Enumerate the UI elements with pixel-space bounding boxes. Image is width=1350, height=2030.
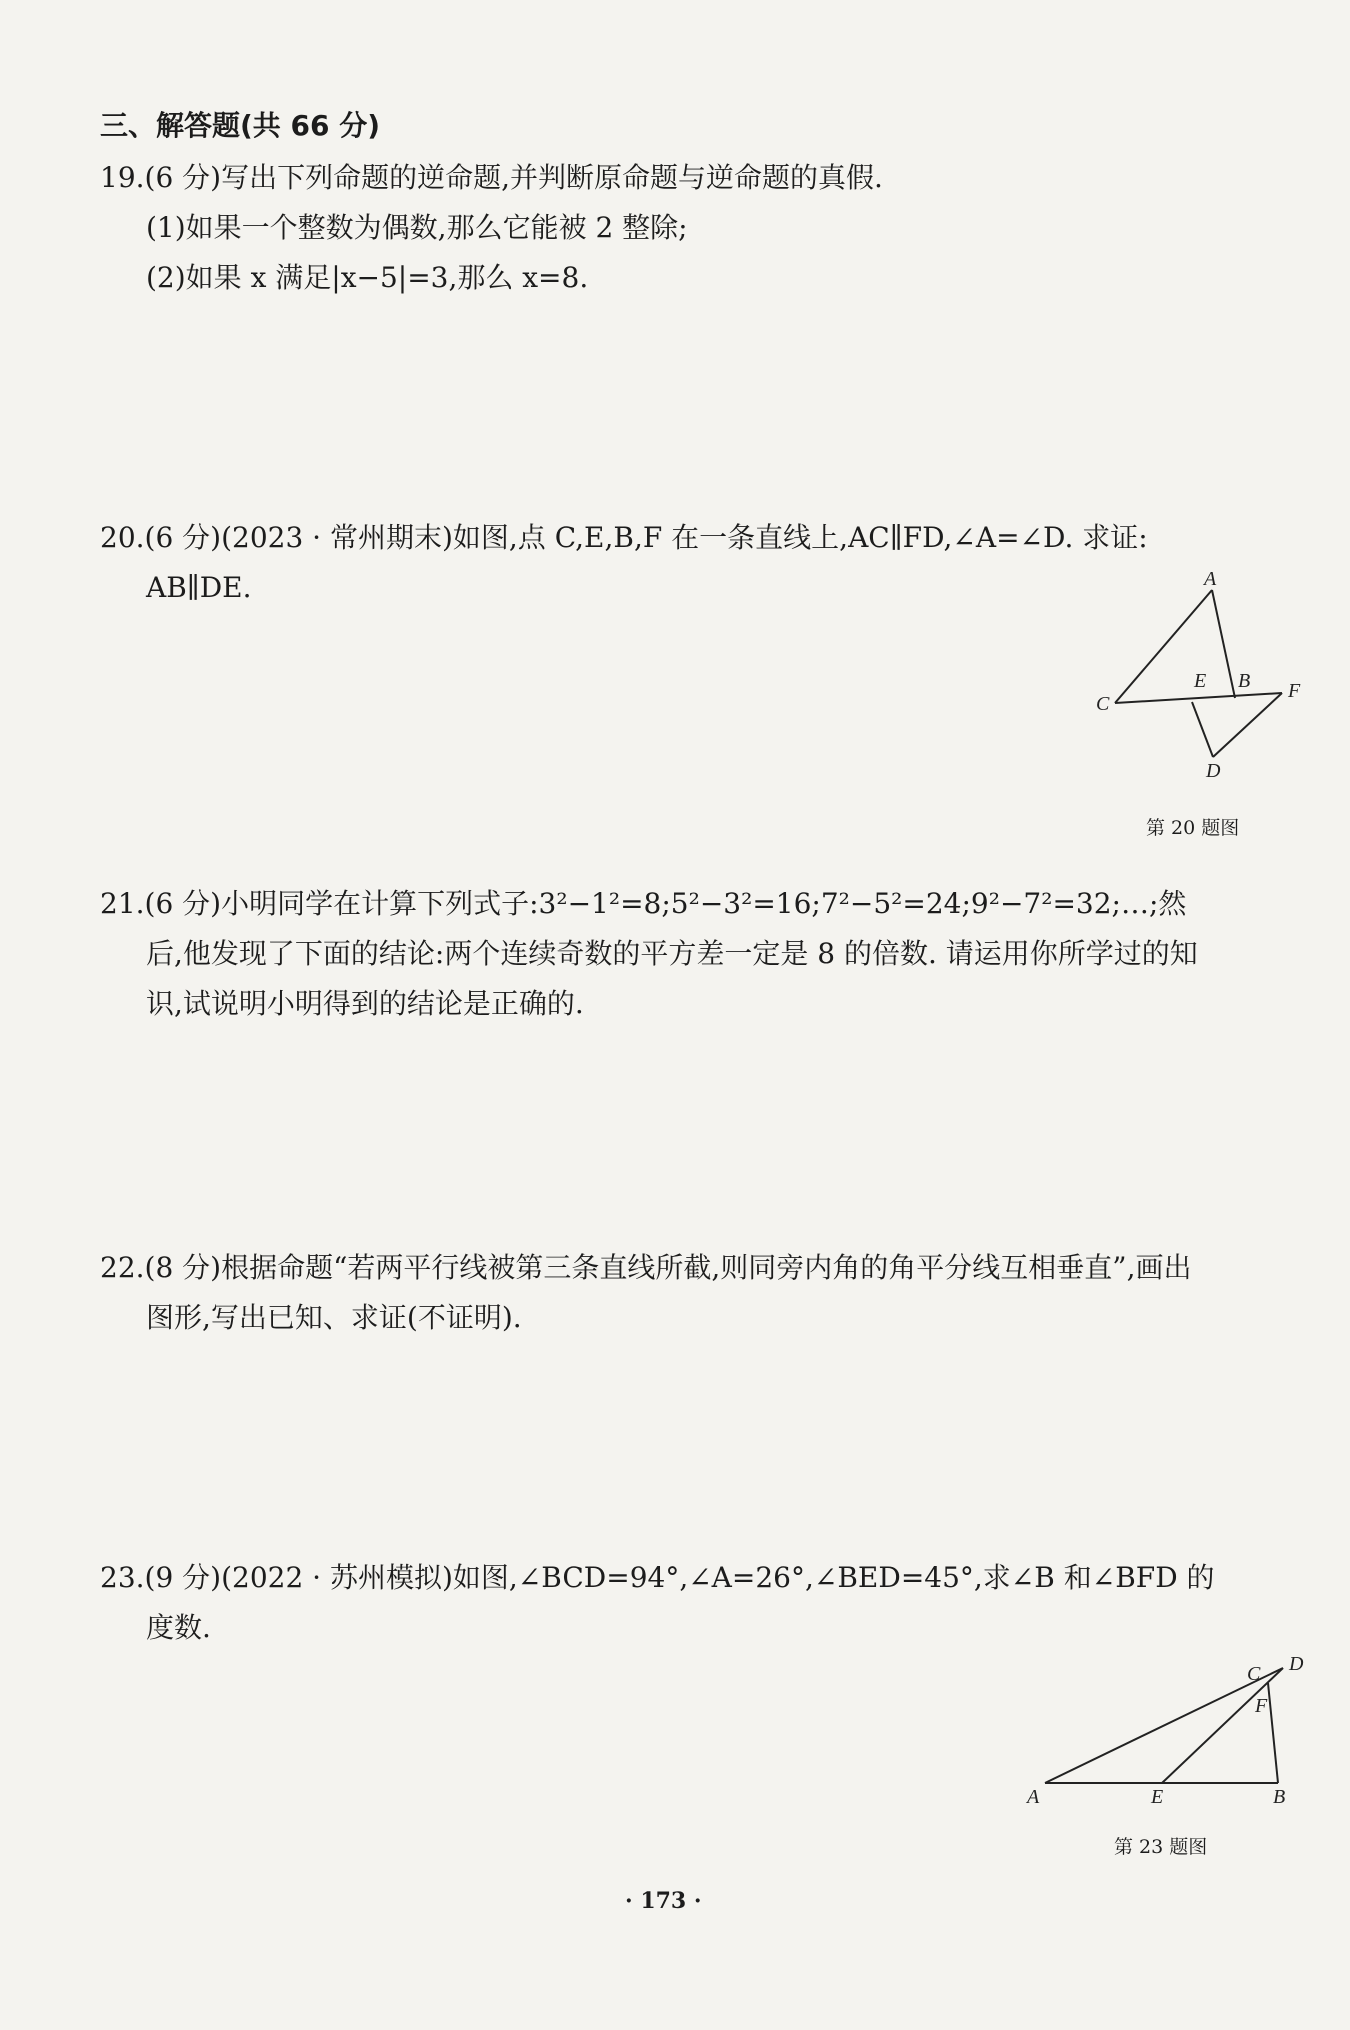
- q22-stem-line2: 图形,写出已知、求证(不证明).: [146, 1301, 522, 1334]
- q23-stem-line1: 23.(9 分)(2022 · 苏州模拟)如图,∠BCD=94°,∠A=26°,∠BED=45°,求∠B 和∠BFD 的: [100, 1561, 1215, 1594]
- label-C: C: [1096, 693, 1110, 715]
- segment-ED: [1162, 1668, 1283, 1783]
- q20-stem-line1: 20.(6 分)(2023 · 常州期末)如图,点 C,E,B,F 在一条直线上,AC∥FD,∠A=∠D. 求证:: [100, 521, 1148, 554]
- label-E: E: [1194, 670, 1207, 692]
- label-F: F: [1255, 1695, 1268, 1717]
- segment-CF: [1115, 693, 1282, 703]
- label-B: B: [1273, 1786, 1286, 1808]
- q23-caption: 第 23 题图: [1114, 1836, 1208, 1858]
- label-B: B: [1238, 670, 1251, 692]
- label-E: E: [1151, 1786, 1164, 1808]
- page-number: · 173 ·: [625, 1888, 702, 1914]
- label-A: A: [1204, 568, 1217, 590]
- segment-AB: [1212, 590, 1235, 698]
- label-D: D: [1206, 760, 1221, 782]
- segment-FD: [1213, 693, 1282, 757]
- q19-part1: (1)如果一个整数为偶数,那么它能被 2 整除;: [146, 211, 688, 244]
- q20-stem-line2: AB∥DE.: [146, 571, 252, 604]
- segment-DE: [1192, 702, 1213, 757]
- q23-figure: [1015, 1650, 1325, 1810]
- label-C: C: [1247, 1663, 1261, 1685]
- q19-stem: 19.(6 分)写出下列命题的逆命题,并判断原命题与逆命题的真假.: [100, 161, 883, 194]
- q22-stem-line1: 22.(8 分)根据命题“若两平行线被第三条直线所截,则同旁内角的角平分线互相垂直”,画出: [100, 1251, 1192, 1284]
- label-A: A: [1027, 1786, 1040, 1808]
- section-title: 三、解答题(共 66 分): [100, 109, 381, 142]
- label-F: F: [1288, 680, 1301, 702]
- q21-stem-line3: 识,试说明小明得到的结论是正确的.: [146, 987, 584, 1020]
- q20-caption: 第 20 题图: [1146, 817, 1240, 839]
- q21-stem-line1: 21.(6 分)小明同学在计算下列式子:3²−1²=8;5²−3²=16;7²−5²=24;9²−7²=32;…;然: [100, 887, 1187, 920]
- q20-figure: [1080, 565, 1320, 795]
- q23-stem-line2: 度数.: [146, 1611, 211, 1644]
- q21-stem-line2: 后,他发现了下面的结论:两个连续奇数的平方差一定是 8 的倍数. 请运用你所学过的知: [146, 937, 1198, 970]
- q19-part2: (2)如果 x 满足|x−5|=3,那么 x=8.: [146, 261, 589, 294]
- segment-CB: [1268, 1683, 1278, 1783]
- label-D: D: [1289, 1653, 1304, 1675]
- segment-AD: [1045, 1668, 1283, 1783]
